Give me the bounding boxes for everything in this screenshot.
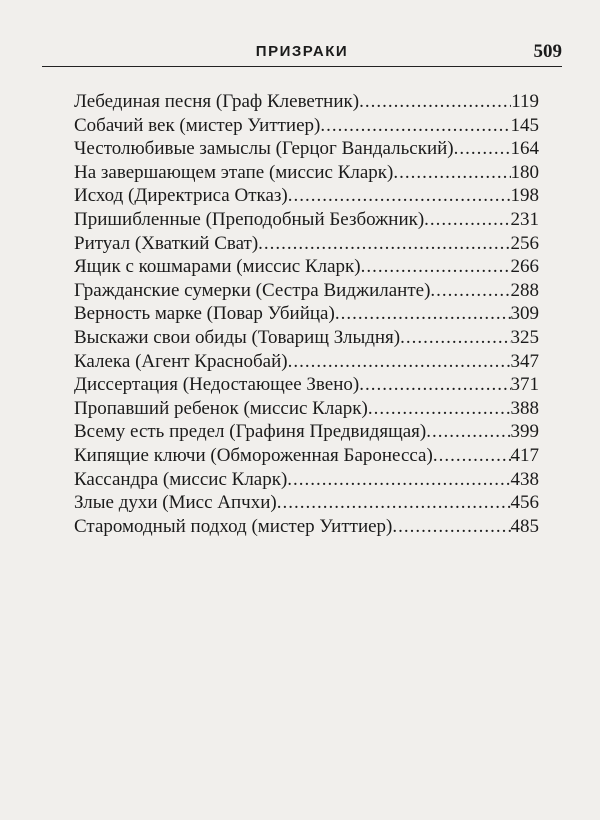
dot-leader [430, 279, 510, 303]
dot-leader [359, 90, 511, 114]
toc-entry-page: 288 [510, 279, 539, 301]
toc-entry [74, 373, 539, 397]
dot-leader [277, 491, 511, 515]
toc-entry-page: 347 [510, 350, 539, 372]
toc-entry-page: 399 [510, 421, 539, 443]
toc-entry-page: 119 [511, 91, 539, 112]
dot-leader [287, 468, 510, 492]
toc-entry-title: Честолюбивые замыслы (Герцог Вандальский) [74, 138, 454, 160]
toc-entry [74, 184, 539, 208]
dot-leader [400, 326, 510, 350]
toc-entry-title: Лебединая песня (Граф Клеветник) [74, 91, 360, 112]
toc-entry [74, 114, 539, 138]
toc-entry-title: Исход (Директриса Отказ) [74, 185, 288, 207]
toc-entry-page: 417 [510, 444, 539, 466]
toc-entry-title: Кассандра (миссис Кларк) [74, 468, 288, 490]
dot-leader [426, 420, 510, 444]
toc-entry [74, 279, 539, 303]
toc-entry-title: Злые духи (Мисс Апчхи) [74, 492, 277, 514]
dot-leader [288, 184, 511, 208]
toc-entry [74, 326, 539, 350]
dot-leader [454, 137, 511, 161]
toc-entry-title: Гражданские сумерки (Сестра Виджиланте) [74, 279, 431, 301]
toc-entry-page: 180 [510, 161, 539, 183]
toc-entry-title: Всему есть предел (Графиня Предвидящая) [74, 421, 427, 443]
toc-entry-title: Диссертация (Недостающее Звено) [74, 374, 360, 396]
toc-entry-title: Пришибленные (Преподобный Безбожник) [74, 208, 425, 230]
toc-entry [74, 137, 539, 161]
toc-entry-page: 266 [510, 256, 539, 278]
toc-entry-page: 256 [510, 232, 539, 254]
toc-entry [74, 255, 539, 279]
toc-entry-title: На завершающем этапе (миссис Кларк) [74, 161, 394, 183]
toc-entry-title: Старомодный подход (мистер Уиттиер) [74, 515, 393, 537]
toc-entry [74, 420, 539, 444]
dot-leader [258, 232, 510, 256]
toc-entry [74, 515, 539, 539]
toc-entry-title: Верность марке (Повар Убийца) [74, 303, 335, 325]
running-head [42, 40, 562, 67]
dot-leader [368, 397, 511, 421]
toc-entry-page: 164 [510, 138, 539, 160]
toc-entry [74, 444, 539, 468]
toc-entry-page: 388 [510, 397, 539, 419]
toc-entry-page: 231 [510, 208, 539, 230]
toc-entry [74, 397, 539, 421]
dot-leader [433, 444, 511, 468]
toc-entry-page: 485 [510, 515, 539, 537]
dot-leader [359, 373, 510, 397]
toc-entry-page: 371 [510, 374, 539, 396]
toc-entry [74, 208, 539, 232]
dot-leader [288, 350, 511, 374]
toc-entry-page: 145 [510, 114, 539, 136]
toc-entry [74, 232, 539, 256]
toc-entry-title: Собачий век (мистер Уиттиер) [74, 114, 321, 136]
toc-entry [74, 90, 539, 114]
toc-entry-page: 198 [510, 185, 539, 207]
toc-entry-page: 325 [510, 326, 539, 348]
dot-leader [392, 515, 510, 539]
toc-entry [74, 491, 539, 515]
toc-entry-title: Кипящие ключи (Обмороженная Баронесса) [74, 444, 433, 466]
toc-entry [74, 302, 539, 326]
running-title: ПРИЗРАКИ [255, 43, 349, 60]
toc-entry-title: Ящик с кошмарами (миссис Кларк) [74, 256, 361, 278]
toc-entry [74, 468, 539, 492]
table-of-contents [74, 90, 539, 538]
toc-entry [74, 350, 539, 374]
dot-leader [424, 208, 510, 232]
toc-entry-page: 309 [510, 303, 539, 325]
dot-leader [335, 302, 511, 326]
toc-entry-page: 456 [510, 492, 539, 514]
toc-entry-title: Калека (Агент Краснобай) [74, 350, 288, 372]
page-number: 509 [533, 41, 562, 62]
dot-leader [361, 255, 511, 279]
toc-entry-title: Выскажи свои обиды (Товарищ Злыдня) [74, 326, 401, 348]
toc-entry-title: Пропавший ребенок (миссис Кларк) [74, 397, 368, 419]
dot-leader [320, 114, 510, 138]
toc-entry-page: 438 [510, 468, 539, 490]
dot-leader [393, 161, 510, 185]
toc-entry [74, 161, 539, 185]
toc-entry-title: Ритуал (Хваткий Сват) [74, 232, 259, 254]
